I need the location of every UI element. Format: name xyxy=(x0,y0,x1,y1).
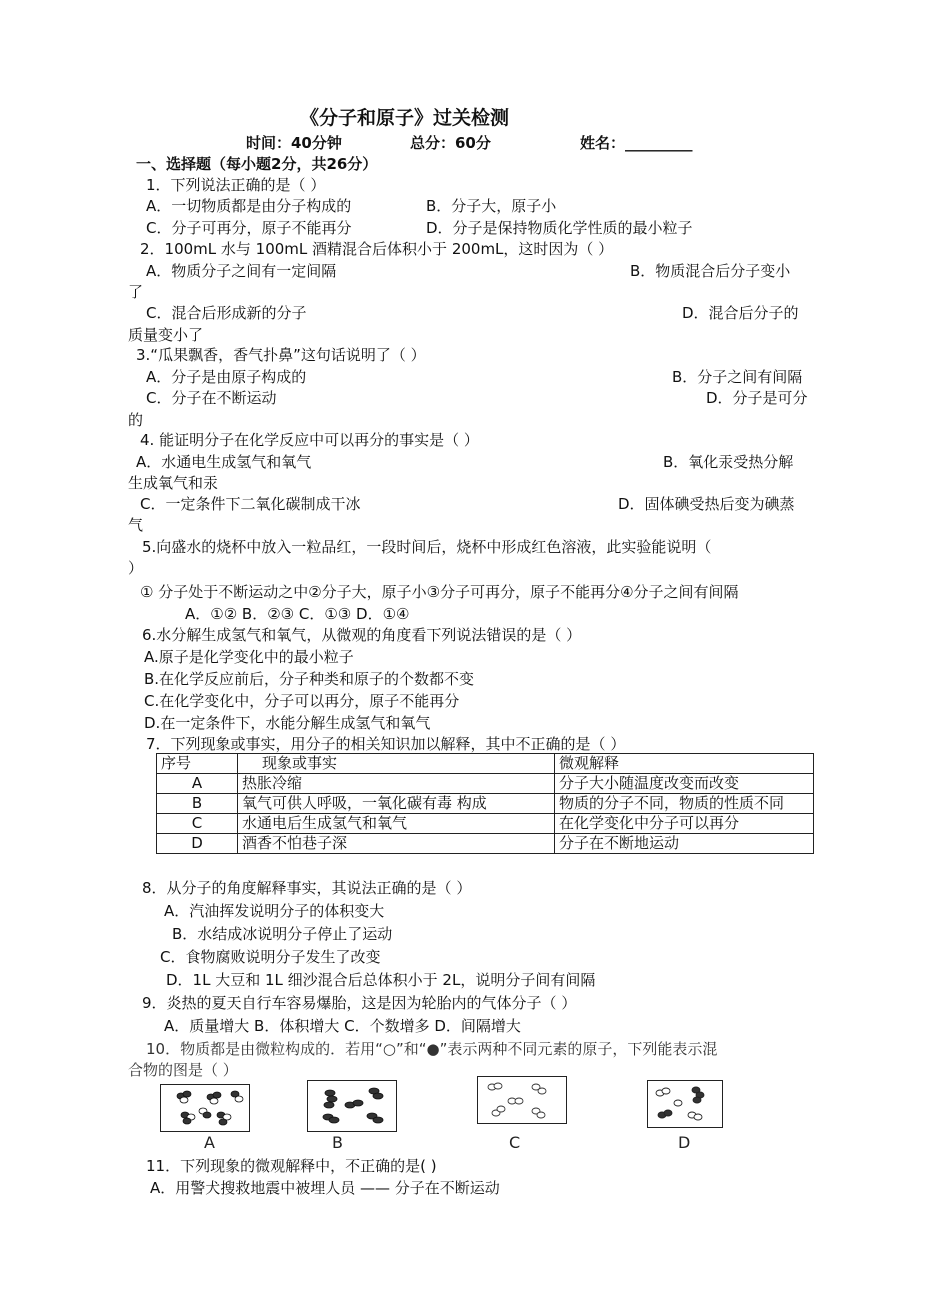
q6-option-b: B.在化学反应前后，分子种类和原子的个数都不变 xyxy=(144,670,475,688)
table-cell: 在化学变化中分子可以再分 xyxy=(555,814,814,834)
q1-option-b: B．分子大，原子小 xyxy=(426,197,557,215)
q2-option-d: D．混合后分子的 xyxy=(682,304,799,322)
table-row xyxy=(157,814,814,834)
molecule-diagram-b xyxy=(308,1081,396,1131)
table-cell: 水通电后生成氢气和氧气 xyxy=(238,814,555,834)
q2-option-c: C．混合后形成新的分子 xyxy=(146,304,307,322)
diagram-box-b xyxy=(307,1080,397,1132)
table-header-cell: 序号 xyxy=(157,754,238,774)
q4-option-a: A．水通电生成氢气和氧气 xyxy=(136,453,312,471)
q6-stem: 6.水分解生成氢气和氧气，从微观的角度看下列说法错误的是（ ） xyxy=(142,626,582,644)
diagram-label-d: D xyxy=(678,1133,691,1152)
q8-option-a: A．汽油挥发说明分子的体积变大 xyxy=(164,902,385,920)
q4-option-c: C．一定条件下二氧化碳制成干冰 xyxy=(140,495,361,513)
table-row xyxy=(157,794,814,814)
q3-option-b: B．分子之间有间隔 xyxy=(672,368,803,386)
table-cell: D xyxy=(157,834,238,854)
table-row xyxy=(157,774,814,794)
q3-stem: 3.“瓜果飘香，香气扑鼻”这句话说明了（ ） xyxy=(136,346,426,364)
diagram-box-d xyxy=(647,1080,723,1128)
q8-option-d: D．1L 大豆和 1L 细沙混合后总体积小于 2L，说明分子间有间隔 xyxy=(166,971,596,989)
exam-total-score: 总分：60分 xyxy=(410,134,491,152)
q6-option-a: A.原子是化学变化中的最小粒子 xyxy=(144,648,354,666)
q1-option-c: C．分子可再分，原子不能再分 xyxy=(146,219,352,237)
q1-option-a: A．一切物质都是由分子构成的 xyxy=(146,197,352,215)
table-header-row xyxy=(157,754,814,774)
q4-option-d-cont: 气 xyxy=(128,516,144,534)
q8-stem: 8．从分子的角度解释事实，其说法正确的是（ ） xyxy=(142,879,472,897)
q3-option-d: D．分子是可分 xyxy=(706,389,808,407)
q4-stem: 4. 能证明分子在化学反应中可以再分的事实是（ ） xyxy=(140,431,479,449)
diagram-label-a: A xyxy=(204,1133,215,1152)
q11-stem: 11．下列现象的微观解释中，不正确的是( ) xyxy=(146,1157,437,1175)
q5-stem: 5.向盛水的烧杯中放入一粒品红，一段时间后，烧杯中形成红色溶液，此实验能说明（ xyxy=(142,538,712,556)
q3-option-a: A．分子是由原子构成的 xyxy=(146,368,307,386)
table-cell: A xyxy=(157,774,238,794)
q1-stem: 1．下列说法正确的是（ ） xyxy=(146,176,326,194)
q10-stem: 10．物质都是由微粒构成的．若用“○”和“●”表示两种不同元素的原子，下列能表示混 xyxy=(146,1040,718,1058)
q5-stem-cont: ） xyxy=(128,559,144,577)
q2-option-d-cont: 质量变小了 xyxy=(128,326,204,344)
q3-option-c: C．分子在不断运动 xyxy=(146,389,277,407)
q8-option-b: B．水结成冰说明分子停止了运动 xyxy=(172,925,393,943)
table-header-cell: 现象或事实 xyxy=(238,754,555,774)
diagram-label-b: B xyxy=(332,1133,343,1152)
q11-option-a: A．用警犬搜救地震中被埋人员 —— 分子在不断运动 xyxy=(150,1179,500,1197)
q7-table xyxy=(156,753,814,854)
q4-option-d: D．固体碘受热后变为碘蒸 xyxy=(618,495,795,513)
q2-option-a: A．物质分子之间有一定间隔 xyxy=(146,262,337,280)
q7-stem: 7．下列现象或事实，用分子的相关知识加以解释，其中不正确的是（ ） xyxy=(146,735,626,753)
molecule-diagram-a xyxy=(161,1085,249,1131)
q8-option-c: C．食物腐败说明分子发生了改变 xyxy=(160,948,381,966)
q3-option-d-cont: 的 xyxy=(128,411,144,429)
table-cell: 热胀冷缩 xyxy=(238,774,555,794)
table-cell: 酒香不怕巷子深 xyxy=(238,834,555,854)
q9-stem: 9．炎热的夏天自行车容易爆胎，这是因为轮胎内的气体分子（ ） xyxy=(142,994,577,1012)
q4-option-b: B．氧化汞受热分解 xyxy=(663,453,794,471)
section-heading: 一、选择题（每小题2分，共26分） xyxy=(136,155,378,173)
table-row xyxy=(157,834,814,854)
q6-option-c: C.在化学变化中，分子可以再分，原子不能再分 xyxy=(144,692,460,710)
table-cell: 分子在不断地运动 xyxy=(555,834,814,854)
q4-option-b-cont: 生成氧气和汞 xyxy=(128,474,219,492)
diagram-box-a xyxy=(160,1084,250,1132)
page-title: 《分子和原子》过关检测 xyxy=(300,107,510,129)
q2-option-b: B．物质混合后分子变小 xyxy=(630,262,791,280)
q5-statements: ① 分子处于不断运动之中②分子大，原子小③分子可再分，原子不能再分④分子之间有间隔 xyxy=(140,583,739,601)
q5-options: A．①② B．②③ C．①③ D．①④ xyxy=(185,605,410,623)
molecule-diagram-c xyxy=(478,1077,566,1123)
q6-option-d: D.在一定条件下，水能分解生成氢气和氧气 xyxy=(144,714,431,732)
table-cell: 分子大小随温度改变而改变 xyxy=(555,774,814,794)
table-cell: B xyxy=(157,794,238,814)
q1-option-d: D．分子是保持物质化学性质的最小粒子 xyxy=(426,219,693,237)
table-header-cell: 微观解释 xyxy=(555,754,814,774)
diagram-box-c xyxy=(477,1076,567,1124)
q9-options: A．质量增大 B．体积增大 C．个数增多 D．间隔增大 xyxy=(164,1017,521,1035)
table-cell: 氧气可供人呼吸，一氧化碳有毒 构成 xyxy=(238,794,555,814)
exam-time: 时间：40分钟 xyxy=(246,134,342,152)
table-cell: 物质的分子不同，物质的性质不同 xyxy=(555,794,814,814)
student-name-field: 姓名：_________ xyxy=(580,134,693,152)
q10-stem-cont: 合物的图是（ ） xyxy=(128,1061,238,1079)
q2-stem: 2．100mL 水与 100mL 酒精混合后体积小于 200mL，这时因为（ ） xyxy=(140,240,614,258)
diagram-label-c: C xyxy=(509,1133,521,1152)
q2-option-b-cont: 了 xyxy=(128,283,144,301)
molecule-diagram-d xyxy=(648,1081,722,1127)
table-cell: C xyxy=(157,814,238,834)
